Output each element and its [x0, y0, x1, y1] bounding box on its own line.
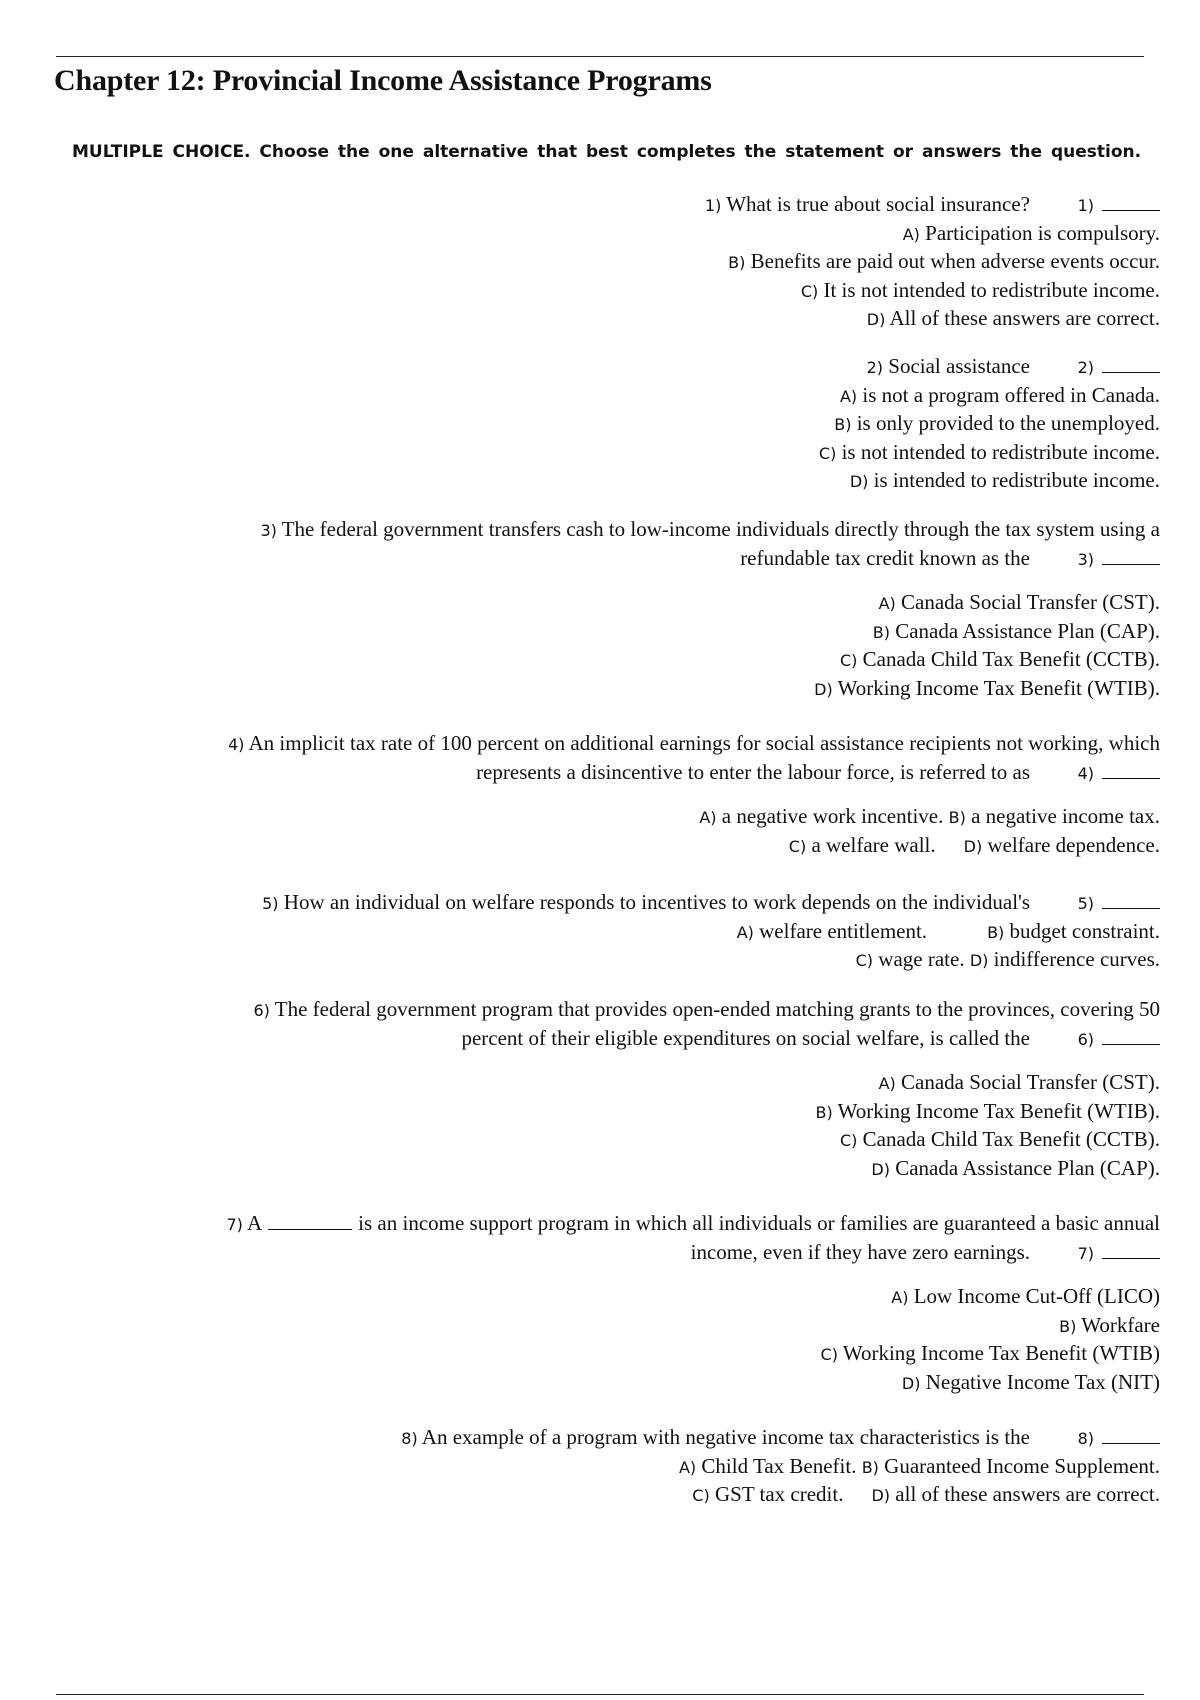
question-stem: The federal government transfers cash to low-income individuals directly through the tax system using a	[281, 517, 1160, 541]
question-7: 7) A is an income support program in which all individuals or families are guaranteed a basic annual income, even if they have zero earnings. 7) A) Low Income Cut-Off (LICO) B) Workfare C) Working Income Tax Benefit (WTIB) D) Negative Income Tax (NIT)	[226, 1210, 1160, 1397]
question-1: 1) What is true about social insurance? 1) A) Participation is compulsory. B) Benefits are paid out when adverse events occur. C) It is not intended to redistribute income. D) All of these answers are correct.	[705, 191, 1160, 334]
answer-blank[interactable]	[1102, 194, 1160, 211]
option-c: C) Working Income Tax Benefit (WTIB)	[820, 1341, 1160, 1365]
answer-blank[interactable]	[1102, 1427, 1160, 1444]
option-c: C) wage rate.	[855, 947, 965, 971]
option-b: B) Canada Assistance Plan (CAP).	[872, 618, 1160, 643]
option-a: A) a negative work incentive.	[699, 804, 944, 828]
option-b: B) Workfare	[1059, 1312, 1160, 1337]
question-stem: How an individual on welfare responds to incentives to work depends on the individual's	[283, 890, 1030, 914]
option-a: A) Canada Social Transfer (CST).	[878, 1070, 1160, 1094]
answer-blank[interactable]	[1102, 1242, 1160, 1259]
option-a: A) Child Tax Benefit.	[678, 1453, 857, 1478]
question-stem: An example of a program with negative income tax characteristics is the	[421, 1425, 1030, 1449]
option-a: A) Canada Social Transfer (CST).	[878, 590, 1160, 614]
instructions: MULTIPLE CHOICE. Choose the one alternative that best completes the statement or answers the question.	[72, 142, 1142, 162]
option-c: C) It is not intended to redistribute income.	[800, 277, 1160, 302]
option-d: D) is intended to redistribute income.	[849, 468, 1160, 492]
option-b: B) Working Income Tax Benefit (WTIB).	[815, 1098, 1160, 1123]
question-5: 5) How an individual on welfare responds to incentives to work depends on the individual's 5) A) welfare entitlement. B) budget constraint. C) wage rate. D) indifference curves.	[262, 890, 1160, 971]
option-c: C) Canada Child Tax Benefit (CCTB).	[839, 647, 1160, 671]
question-stem: Social assistance	[888, 354, 1030, 378]
option-a: A) is not a program offered in Canada.	[839, 382, 1160, 407]
top-rule	[56, 56, 1144, 57]
question-stem: An implicit tax rate of 100 percent on additional earnings for social assistance recipients not working, which	[248, 731, 1160, 755]
answer-blank[interactable]	[1102, 356, 1160, 373]
question-8: 8) An example of a program with negative income tax characteristics is the 8) A) Child Tax Benefit. B) Guaranteed Income Supplement. C) GST tax credit. D) all of these answers are correct.	[401, 1425, 1160, 1506]
option-d: D) Working Income Tax Benefit (WTIB).	[814, 675, 1160, 700]
option-a: A) welfare entitlement.	[736, 918, 928, 943]
question-stem: The federal government program that provides open-ended matching grants to the provinces, covering 50	[274, 997, 1160, 1021]
option-b: B) is only provided to the unemployed.	[834, 411, 1160, 435]
answer-blank[interactable]	[1102, 548, 1160, 565]
option-d: D) Canada Assistance Plan (CAP).	[871, 1155, 1160, 1180]
option-b: B) Guaranteed Income Supplement.	[861, 1453, 1160, 1478]
answer-blank[interactable]	[1102, 762, 1160, 779]
option-a: A) Low Income Cut-Off (LICO)	[891, 1284, 1160, 1308]
question-4: 4) An implicit tax rate of 100 percent on additional earnings for social assistance recipients not working, which represents a disincentive to enter the labour force, is referred to as 4) A) a negative work incentive. B) a negative income tax. C) a welfare wall. D) welfare dependence.	[227, 731, 1160, 857]
question-stem: is an income support program in which all individuals or families are guaranteed a basic annual	[358, 1211, 1160, 1235]
option-c: C) Canada Child Tax Benefit (CCTB).	[839, 1127, 1160, 1151]
bottom-rule	[56, 1694, 1144, 1695]
option-d: D) welfare dependence.	[963, 832, 1160, 857]
option-d: D) indifference curves.	[969, 947, 1160, 971]
option-b: B) budget constraint.	[987, 918, 1160, 943]
question-3: 3) The federal government transfers cash to low-income individuals directly through the tax system using a refundable tax credit known as the 3) A) Canada Social Transfer (CST). B) Canada Assistance Plan (CAP). C) Canada Child Tax Benefit (CCTB). D) Working Income Tax Benefit (WTIB).	[260, 516, 1160, 703]
inline-blank	[268, 1213, 352, 1230]
option-c: C) GST tax credit.	[692, 1482, 844, 1506]
option-d: D) all of these answers are correct.	[871, 1482, 1160, 1506]
answer-blank[interactable]	[1102, 1028, 1160, 1045]
option-a: A) Participation is compulsory.	[902, 220, 1160, 245]
question-6: 6) The federal government program that provides open-ended matching grants to the provinces, covering 50 percent of their eligible expenditures on social welfare, is called the 6) A) Canada Social Transfer (CST). B) Working Income Tax Benefit (WTIB). C) Canada Child Tax Benefit (CCTB). D) Canada Assistance Plan (CAP).	[253, 996, 1160, 1183]
page-title: Chapter 12: Provincial Income Assistance Programs	[54, 64, 712, 97]
option-c: C) is not intended to redistribute income.	[818, 439, 1160, 464]
option-c: C) a welfare wall.	[788, 832, 936, 857]
question-2: 2) Social assistance 2) A) is not a program offered in Canada. B) is only provided to the unemployed. C) is not intended to redistribute income. D) is intended to redistribute income.	[819, 353, 1160, 496]
option-b: B) Benefits are paid out when adverse events occur.	[728, 249, 1160, 273]
option-b: B) a negative income tax.	[948, 804, 1160, 828]
option-d: D) All of these answers are correct.	[866, 306, 1160, 330]
answer-blank[interactable]	[1102, 892, 1160, 909]
question-stem: What is true about social insurance?	[726, 192, 1030, 216]
option-d: D) Negative Income Tax (NIT)	[901, 1369, 1160, 1394]
